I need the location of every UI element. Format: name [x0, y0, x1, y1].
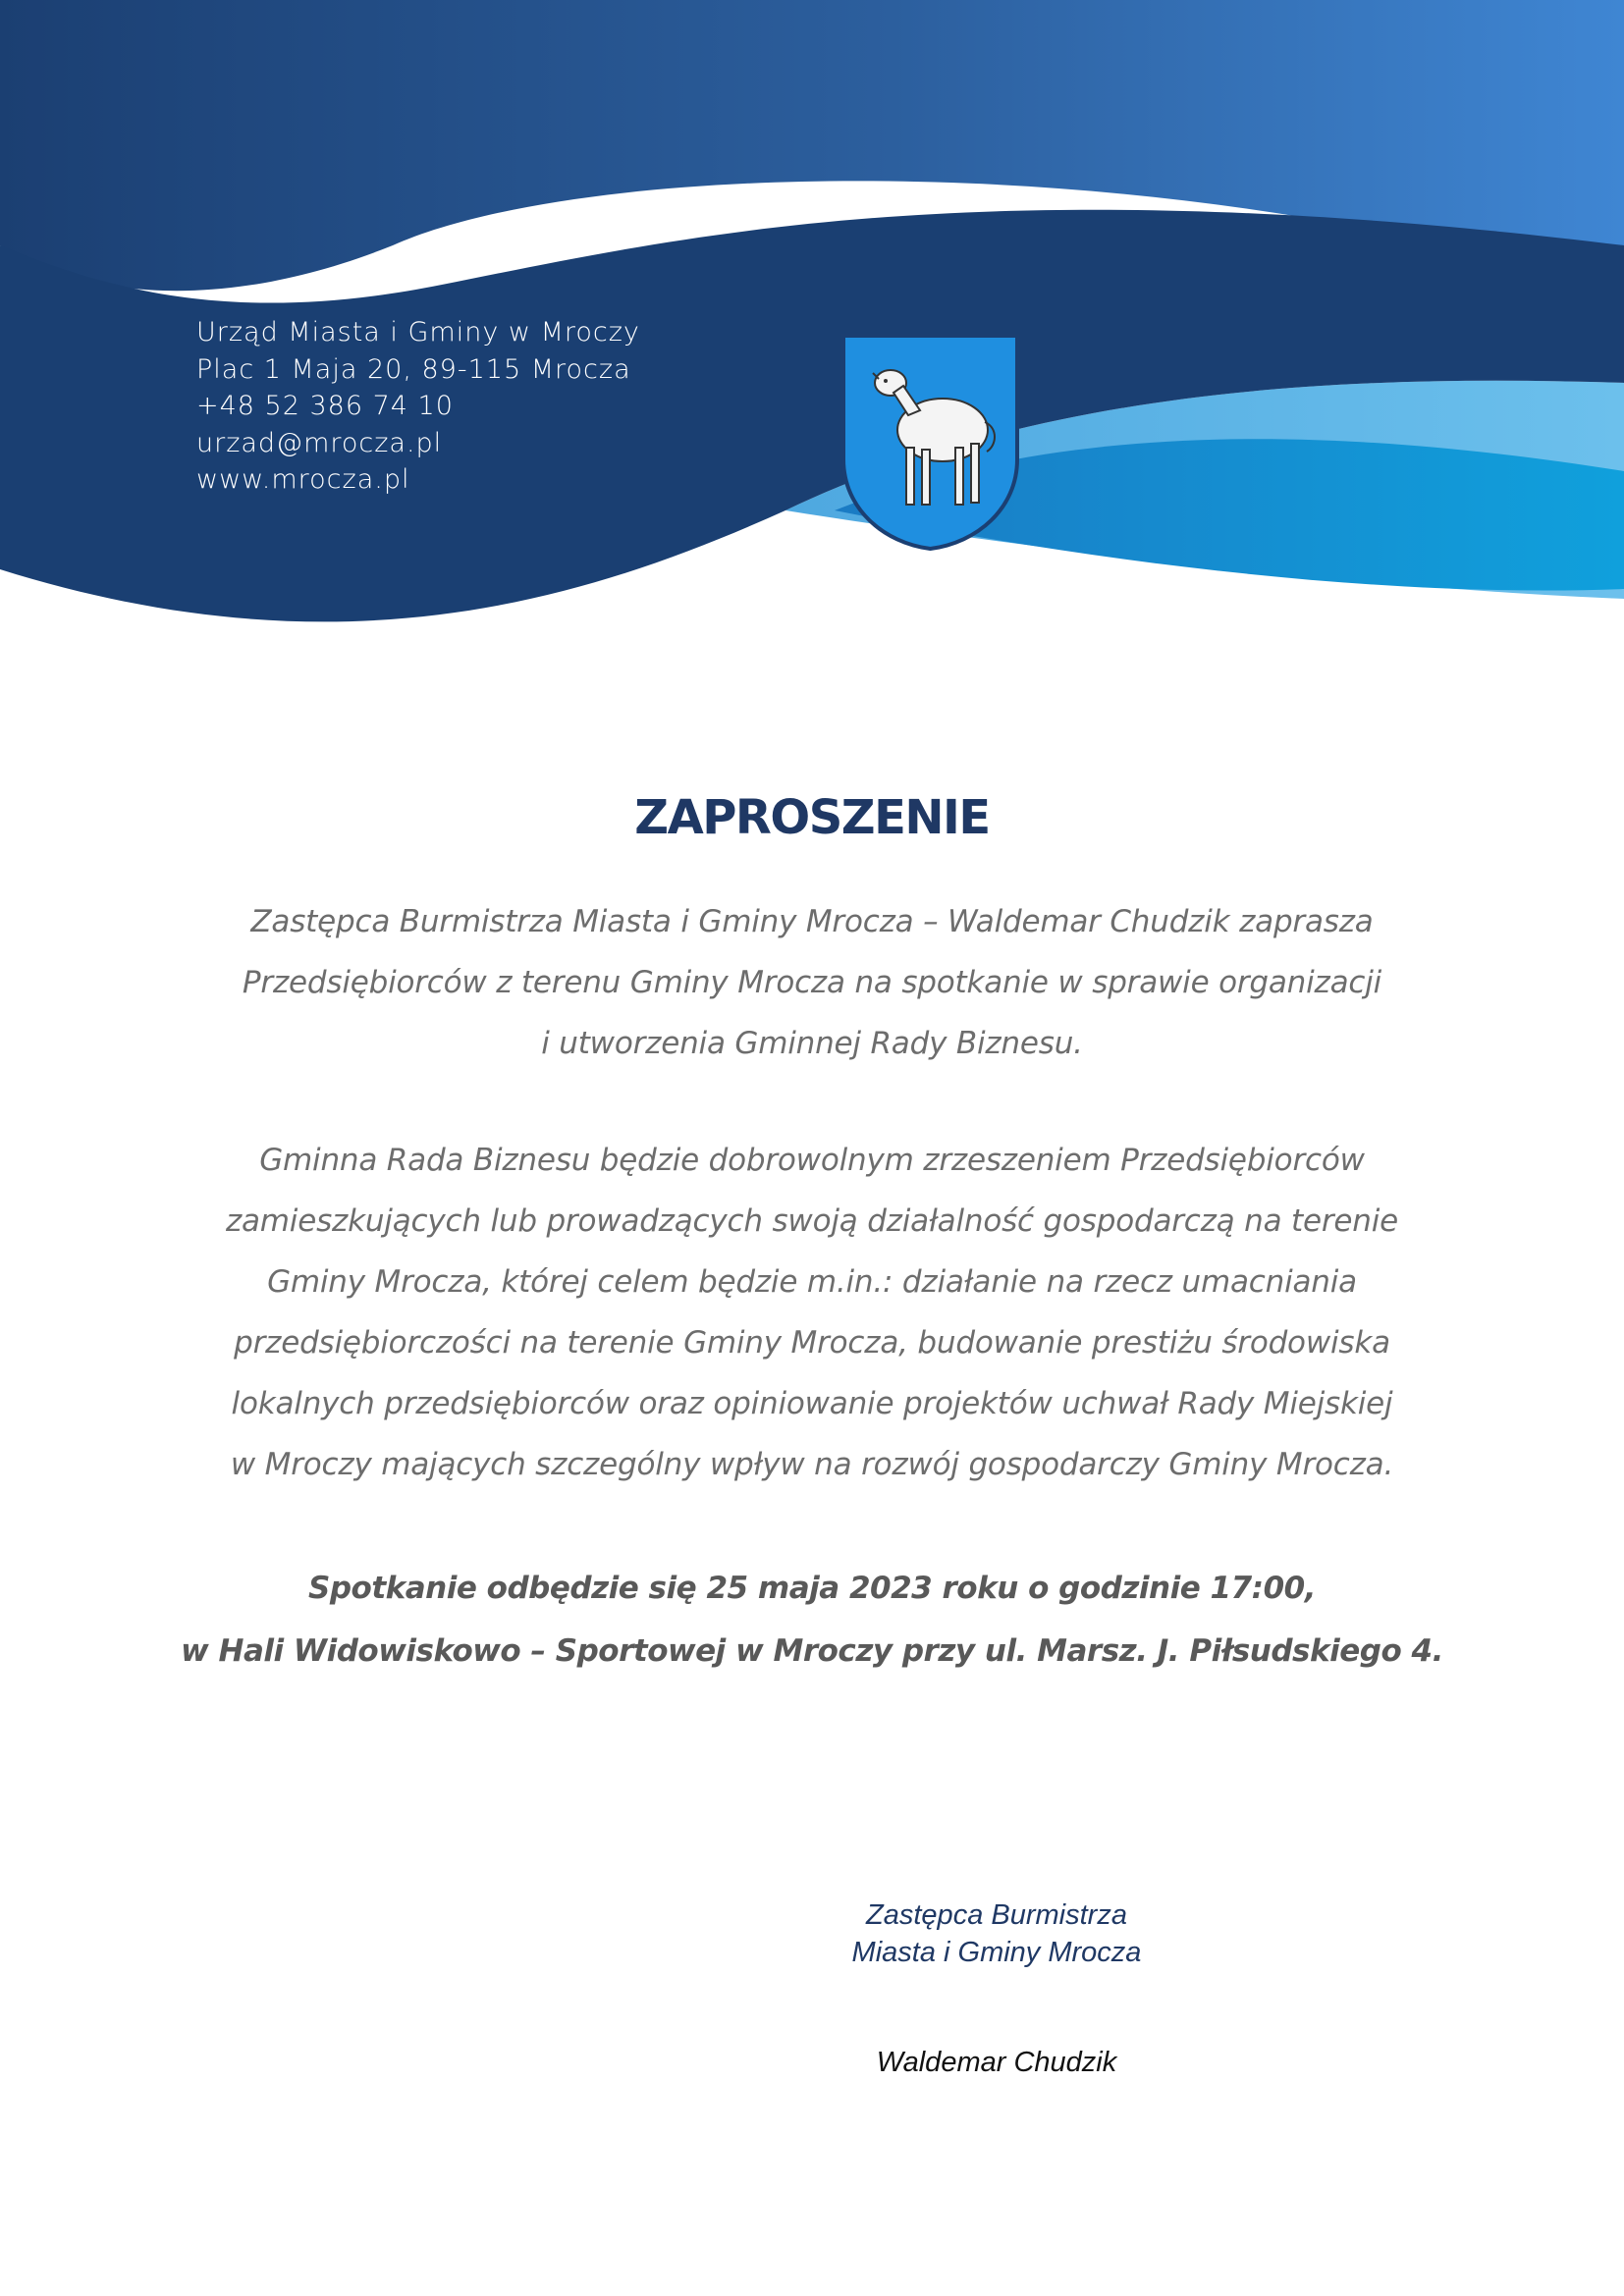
office-email[interactable]: urzad@mrocza.pl — [196, 427, 443, 458]
office-name: Urząd Miasta i Gminy w Mroczy — [196, 317, 640, 347]
description-paragraph — [137, 1130, 1487, 1495]
description-line: Gminna Rada Biznesu będzie dobrowolnym zrzeszeniem Przedsiębiorców — [259, 1143, 1365, 1178]
office-website[interactable]: www.mrocza.pl — [196, 464, 410, 495]
intro-line: i utworzenia Gminnej Rady Biznesu. — [541, 1026, 1083, 1061]
description-line: zamieszkujących lub prowadzących swoją działalność gospodarczą na terenie — [225, 1203, 1399, 1239]
description-line: lokalnych przedsiębiorców oraz opiniowanie projektów uchwał Rady Miejskiej — [231, 1386, 1393, 1421]
description-line: przedsiębiorczości na terenie Gminy Mrocza, budowanie prestiżu środowiska — [234, 1325, 1390, 1361]
description-line: Gminy Mrocza, której celem będzie m.in.: działanie na rzecz umacniania — [267, 1264, 1357, 1300]
crest-lamb-icon — [839, 332, 1021, 553]
contact-block — [196, 314, 640, 499]
meeting-line: Spotkanie odbędzie się 25 maja 2023 roku o godzinie 17:00, — [308, 1571, 1316, 1606]
page-title: ZAPROSZENIE — [634, 790, 990, 845]
signature-role-line1: Zastępca Burmistrza — [866, 1899, 1127, 1931]
signature-role-line2: Miasta i Gminy Mrocza — [851, 1937, 1142, 1968]
meeting-details — [137, 1557, 1487, 1682]
intro-line: Przedsiębiorców z terenu Gminy Mrocza na spotkanie w sprawie organizacji — [242, 965, 1382, 1000]
signature-role — [702, 1896, 1291, 1971]
signature-name: Waldemar Chudzik — [876, 2047, 1117, 2078]
intro-line: Zastępca Burmistrza Miasta i Gminy Mrocza – Waldemar Chudzik zaprasza — [250, 904, 1374, 939]
description-line: w Mroczy mających szczególny wpływ na rozwój gospodarczy Gminy Mrocza. — [230, 1447, 1394, 1482]
intro-paragraph — [137, 891, 1487, 1074]
office-phone[interactable]: +48 52 386 74 10 — [196, 391, 454, 421]
office-address: Plac 1 Maja 20, 89-115 Mrocza — [196, 353, 631, 385]
meeting-line: w Hali Widowiskowo – Sportowej w Mroczy przy ul. Marsz. J. Piłsudskiego 4. — [181, 1633, 1443, 1669]
